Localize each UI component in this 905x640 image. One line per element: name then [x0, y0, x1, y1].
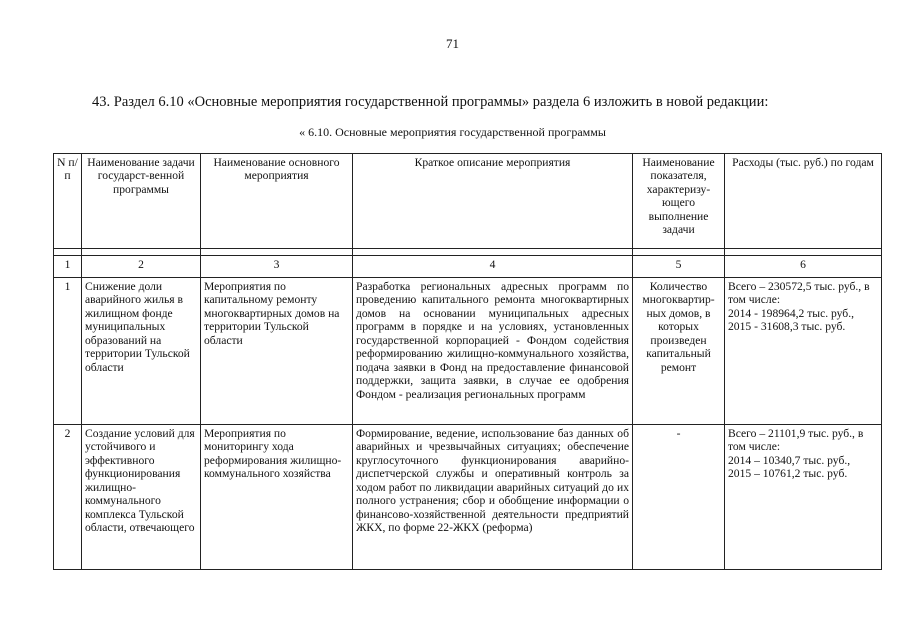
table-row — [54, 425, 882, 570]
description-cell: Разработка региональных адресных программ по проведению капитального ремонта многоквартирных домов на основании муниципальных адресных программ в порядке и на условиях, установленных государственной корпорацией - Фондом содействия реформированию жилищно-коммунального хозяйства, подача заявки в Фонд на предоставление финансовой поддержки, защита заявки, в случае ее одобрения Фондом - реализация региональных программ — [353, 278, 633, 425]
indicator-cell: - — [633, 425, 725, 570]
expenses-total: Всего – 230572,5 тыс. руб., в том числе: — [728, 280, 870, 307]
description-cell: Формирование, ведение, использование баз данных об аварийных и чрезвычайных ситуациях; обеспечение круглосуточного функционирования аварийно-диспетчерской службы и оперативный контроль за ходом работ по ликвидации аварийных ситуаций до их полного устранения; сбор и обобщение информации о финансово-хозяйственной деятельности предприятий ЖКХ, по форме 22-ЖКХ (реформа) — [353, 425, 633, 570]
row-number: 2 — [54, 425, 82, 570]
column-number: 6 — [725, 256, 882, 278]
activities-table — [53, 153, 882, 570]
expenses-year: 2014 - 198964,2 тыс. руб., — [728, 306, 855, 320]
activity-cell: Мероприятия по капитальному ремонту многоквартирных домов на территории Тульской области — [201, 278, 353, 425]
header-description: Краткое описание мероприятия — [353, 154, 633, 249]
column-number: 3 — [201, 256, 353, 278]
expenses-cell — [725, 278, 882, 425]
section-subheading: « 6.10. Основные мероприятия государственной программы — [299, 125, 606, 139]
row-number: 1 — [54, 278, 82, 425]
section-heading: 43. Раздел 6.10 «Основные мероприятия государственной программы» раздела 6 изложить в новой редакции: — [92, 94, 769, 110]
expenses-year: 2015 - 31608,3 тыс. руб. — [728, 320, 846, 334]
column-number-row — [54, 256, 882, 278]
header-separator — [54, 249, 882, 256]
indicator-cell: Количество многоквартир-ных домов, в которых произведен капитальный ремонт — [633, 278, 725, 425]
expenses-year: 2014 – 10340,7 тыс. руб., — [728, 453, 851, 467]
column-number: 4 — [353, 256, 633, 278]
column-number: 1 — [54, 256, 82, 278]
header-expenses: Расходы (тыс. руб.) по годам — [725, 154, 882, 249]
expenses-cell — [725, 425, 882, 570]
task-cell: Создание условий для устойчивого и эффективного функционирования жилищно-коммунального комплекса Тульской области, отвечающего — [82, 425, 201, 570]
expenses-total: Всего – 21101,9 тыс. руб., в том числе: — [728, 427, 864, 454]
task-cell: Снижение доли аварийного жилья в жилищном фонде муниципальных образований на территории Тульской области — [82, 278, 201, 425]
expenses-year: 2015 – 10761,2 тыс. руб. — [728, 467, 848, 481]
table-header-row — [54, 154, 882, 249]
header-indicator: Наименование показателя, характеризу-ющего выполнение задачи — [633, 154, 725, 249]
column-number: 5 — [633, 256, 725, 278]
activity-cell: Мероприятия по мониторингу хода реформирования жилищно-коммунального хозяйства — [201, 425, 353, 570]
page-number: 71 — [446, 36, 459, 51]
header-activity: Наименование основного мероприятия — [201, 154, 353, 249]
header-number: N п/п — [54, 154, 82, 249]
column-number: 2 — [82, 256, 201, 278]
header-task: Наименование задачи государст-венной программы — [82, 154, 201, 249]
table-row — [54, 278, 882, 425]
